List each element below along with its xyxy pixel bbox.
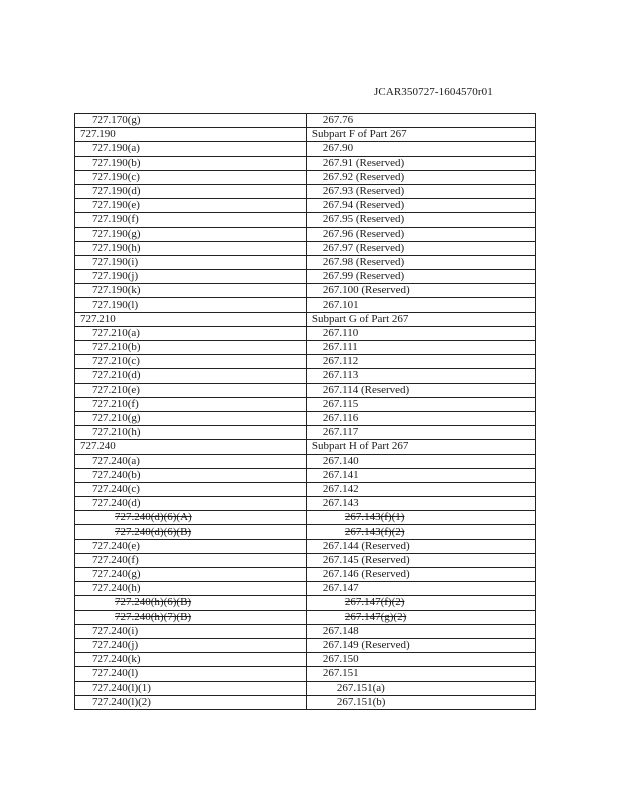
section-cell-il: 727.190(a) — [75, 142, 307, 156]
section-cell-il: 727.240(g) — [75, 568, 307, 582]
section-cell-federal: 267.145 (Reserved) — [306, 553, 535, 567]
section-cell-il: 727.190(l) — [75, 298, 307, 312]
section-cell-il: 727.190(h) — [75, 241, 307, 255]
section-cell-federal: 267.96 (Reserved) — [306, 227, 535, 241]
section-cell-federal: 267.150 — [306, 653, 535, 667]
table-row — [75, 156, 536, 170]
section-cell-il: 727.210(g) — [75, 411, 307, 425]
section-cell-federal: 267.146 (Reserved) — [306, 568, 535, 582]
table-row — [75, 482, 536, 496]
table-row — [75, 667, 536, 681]
table-row — [75, 326, 536, 340]
section-cell-il: 727.240(h) — [75, 582, 307, 596]
section-cell-federal: 267.112 — [306, 355, 535, 369]
section-cell-il: 727.240(i) — [75, 624, 307, 638]
section-cell-federal: 267.147(g)(2) — [306, 610, 535, 624]
table-row — [75, 610, 536, 624]
section-cell-il: 727.240 — [75, 440, 307, 454]
section-cell-il: 727.210(f) — [75, 397, 307, 411]
table-row — [75, 638, 536, 652]
table-row — [75, 184, 536, 198]
table-row — [75, 142, 536, 156]
section-cell-federal: 267.97 (Reserved) — [306, 241, 535, 255]
table-row — [75, 355, 536, 369]
table-row — [75, 128, 536, 142]
table-row — [75, 369, 536, 383]
section-cell-il: 727.190(f) — [75, 213, 307, 227]
table-row — [75, 284, 536, 298]
table-row — [75, 411, 536, 425]
section-cell-il: 727.210 — [75, 312, 307, 326]
section-cell-federal: 267.117 — [306, 426, 535, 440]
table-row — [75, 596, 536, 610]
table-row — [75, 213, 536, 227]
table-row — [75, 170, 536, 184]
section-cell-il: 727.240(l)(2) — [75, 695, 307, 709]
table-row — [75, 255, 536, 269]
table-row — [75, 397, 536, 411]
table-row — [75, 553, 536, 567]
section-cell-il: 727.170(g) — [75, 114, 307, 128]
table-row — [75, 624, 536, 638]
section-cell-il: 727.240(l) — [75, 667, 307, 681]
section-cell-federal: 267.114 (Reserved) — [306, 383, 535, 397]
section-cell-il: 727.240(h)(6)(B) — [75, 596, 307, 610]
section-cell-il: 727.210(b) — [75, 341, 307, 355]
table-row — [75, 582, 536, 596]
section-cell-il: 727.240(b) — [75, 468, 307, 482]
section-cell-il: 727.240(d)(6)(A) — [75, 511, 307, 525]
section-cell-federal: 267.90 — [306, 142, 535, 156]
table-row — [75, 681, 536, 695]
section-cell-il: 727.240(a) — [75, 454, 307, 468]
section-cell-il: 727.240(l)(1) — [75, 681, 307, 695]
section-cell-federal: 267.113 — [306, 369, 535, 383]
section-cell-il: 727.240(j) — [75, 638, 307, 652]
section-cell-federal: 267.98 (Reserved) — [306, 255, 535, 269]
section-cell-il: 727.190(d) — [75, 184, 307, 198]
section-cell-federal: 267.110 — [306, 326, 535, 340]
table-row — [75, 497, 536, 511]
section-cell-federal: 267.101 — [306, 298, 535, 312]
section-cell-federal: 267.76 — [306, 114, 535, 128]
section-cell-federal: 267.147(f)(2) — [306, 596, 535, 610]
section-cell-federal: 267.94 (Reserved) — [306, 199, 535, 213]
section-cell-federal: 267.95 (Reserved) — [306, 213, 535, 227]
section-cell-il: 727.240(h)(7)(B) — [75, 610, 307, 624]
table-row — [75, 227, 536, 241]
table-row — [75, 511, 536, 525]
section-cell-federal: 267.151 — [306, 667, 535, 681]
section-cell-federal: 267.116 — [306, 411, 535, 425]
table-row — [75, 298, 536, 312]
section-cell-federal: 267.143(f)(1) — [306, 511, 535, 525]
section-cell-il: 727.190(b) — [75, 156, 307, 170]
section-cell-il: 727.190(e) — [75, 199, 307, 213]
section-cell-il: 727.210(a) — [75, 326, 307, 340]
table-row — [75, 114, 536, 128]
section-cell-il: 727.240(k) — [75, 653, 307, 667]
section-cell-il: 727.190(g) — [75, 227, 307, 241]
section-cell-federal: 267.140 — [306, 454, 535, 468]
section-cell-federal: 267.93 (Reserved) — [306, 184, 535, 198]
section-cell-federal: 267.92 (Reserved) — [306, 170, 535, 184]
section-cell-il: 727.190(c) — [75, 170, 307, 184]
cross-reference-table-body — [75, 114, 536, 710]
table-row — [75, 341, 536, 355]
table-row — [75, 383, 536, 397]
section-cell-federal: 267.147 — [306, 582, 535, 596]
cross-reference-table — [74, 113, 536, 710]
section-cell-federal: 267.115 — [306, 397, 535, 411]
section-cell-il: 727.240(d)(6)(B) — [75, 525, 307, 539]
table-row — [75, 525, 536, 539]
table-row — [75, 653, 536, 667]
section-cell-il: 727.210(e) — [75, 383, 307, 397]
table-row — [75, 426, 536, 440]
table-row — [75, 468, 536, 482]
section-cell-federal: 267.141 — [306, 468, 535, 482]
section-cell-il: 727.240(f) — [75, 553, 307, 567]
section-cell-federal: 267.100 (Reserved) — [306, 284, 535, 298]
section-cell-il: 727.190 — [75, 128, 307, 142]
section-cell-il: 727.210(c) — [75, 355, 307, 369]
table-row — [75, 241, 536, 255]
section-cell-federal: Subpart H of Part 267 — [306, 440, 535, 454]
table-row — [75, 539, 536, 553]
section-cell-federal: 267.151(b) — [306, 695, 535, 709]
section-cell-federal: 267.151(a) — [306, 681, 535, 695]
section-cell-federal: 267.91 (Reserved) — [306, 156, 535, 170]
table-row — [75, 568, 536, 582]
section-cell-il: 727.240(c) — [75, 482, 307, 496]
table-row — [75, 695, 536, 709]
section-cell-federal: 267.144 (Reserved) — [306, 539, 535, 553]
table-row — [75, 440, 536, 454]
section-cell-federal: 267.148 — [306, 624, 535, 638]
section-cell-il: 727.210(h) — [75, 426, 307, 440]
document-id: JCAR350727-1604570r01 — [374, 86, 493, 98]
section-cell-federal: Subpart G of Part 267 — [306, 312, 535, 326]
section-cell-federal: 267.143 — [306, 497, 535, 511]
section-cell-il: 727.210(d) — [75, 369, 307, 383]
table-row — [75, 199, 536, 213]
section-cell-il: 727.240(d) — [75, 497, 307, 511]
table-row — [75, 312, 536, 326]
section-cell-il: 727.240(e) — [75, 539, 307, 553]
table-row — [75, 270, 536, 284]
section-cell-federal: 267.143(f)(2) — [306, 525, 535, 539]
section-cell-federal: 267.99 (Reserved) — [306, 270, 535, 284]
table-row — [75, 454, 536, 468]
section-cell-il: 727.190(i) — [75, 255, 307, 269]
section-cell-il: 727.190(k) — [75, 284, 307, 298]
section-cell-federal: 267.149 (Reserved) — [306, 638, 535, 652]
section-cell-federal: 267.142 — [306, 482, 535, 496]
section-cell-federal: Subpart F of Part 267 — [306, 128, 535, 142]
section-cell-il: 727.190(j) — [75, 270, 307, 284]
section-cell-federal: 267.111 — [306, 341, 535, 355]
